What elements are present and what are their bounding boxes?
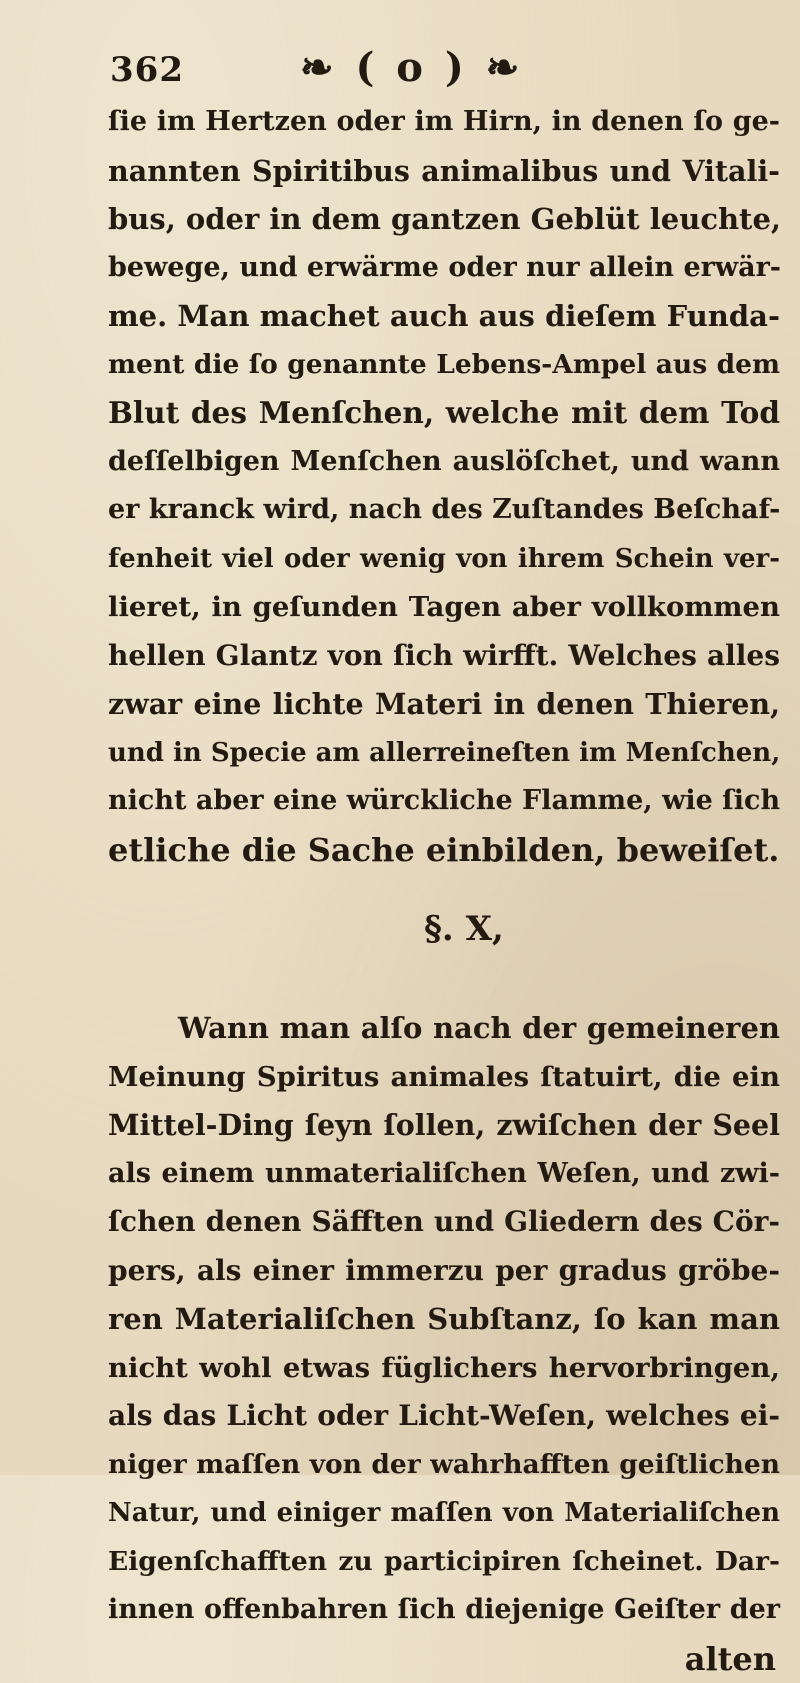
header-ornament: ❧ ( o ) ❧ [300, 44, 524, 91]
paragraph-2 [108, 1004, 780, 1635]
text-line: ſie im Hertzen oder im Hirn, in denen ſo ge- [108, 106, 780, 137]
text-line: deſſelbigen Menſchen auslöſchet, und wann [108, 445, 780, 477]
text-line: ment die ſo genannte Lebens-Ampel aus dem [108, 348, 780, 380]
text-line: fenheit viel oder wenig von ihrem Schein ver- [108, 543, 780, 574]
page-header [110, 40, 670, 100]
text-line: er kranck wird, nach des Zuſtandes Beſchaf- [108, 494, 781, 525]
section-heading: §. X, [424, 909, 504, 949]
text-line: lieret, in geſunden Tagen aber vollkommen [108, 591, 780, 623]
text-line: Eigenſchafften zu participiren ſcheinet. Dar- [108, 1545, 780, 1577]
text-line: nannten Spiritibus animalibus und Vitali- [108, 153, 780, 188]
text-line: ren Materialiſchen Subſtanz, ſo kan man [108, 1302, 780, 1336]
paragraph-1 [108, 98, 780, 874]
text-line: ſchen denen Säfften und Gliedern des Cör- [108, 1205, 780, 1238]
text-line: Meinung Spiritus animales ſtatuirt, die ein [108, 1060, 780, 1093]
text-line: als einem unmaterialiſchen Weſen, und zwi- [108, 1157, 780, 1189]
text-line: niger maſſen von der wahrhafften geiſtlichen [108, 1448, 780, 1480]
text-line: nicht wohl etwas füglichers hervorbringen, [108, 1351, 780, 1384]
body-text [108, 98, 780, 1683]
text-line: bewege, und erwärme oder nur allein erwär- [108, 251, 782, 283]
text-line: hellen Glantz von ſich wirfft. Welches alles [108, 638, 780, 672]
text-line: pers, als einer immerzu per gradus gröbe- [108, 1253, 780, 1287]
text-line: Mittel-Ding ſeyn ſollen, zwiſchen der Seel [108, 1108, 780, 1142]
text-line: me. Man machet auch aus dieſem Funda- [108, 299, 780, 333]
text-line: bus, oder in dem gantzen Geblüt leuchte, [108, 202, 782, 236]
text-line: zwar eine lichte Materi in denen Thieren, [108, 687, 780, 721]
text-line: und in Specie am allerreineſten im Menſchen, [108, 737, 781, 768]
catchword: alten [684, 1639, 776, 1678]
text-line: etliche die Sache einbilden, beweiſet. [108, 830, 780, 869]
text-line: nicht aber eine würckliche Flamme, wie ſich [108, 785, 781, 816]
page-number: 362 [110, 50, 184, 90]
text-line: Natur, und einiger maſſen von Materialiſchen [108, 1498, 780, 1528]
text-line: als das Licht oder Licht-Weſen, welches ei- [108, 1399, 780, 1432]
text-line: Blut des Menſchen, welche mit dem Tod [108, 395, 780, 430]
text-line: Wann man alſo nach der gemeineren [178, 1011, 780, 1045]
text-line: innen offenbahren ſich diejenige Geiſter der [108, 1594, 780, 1625]
